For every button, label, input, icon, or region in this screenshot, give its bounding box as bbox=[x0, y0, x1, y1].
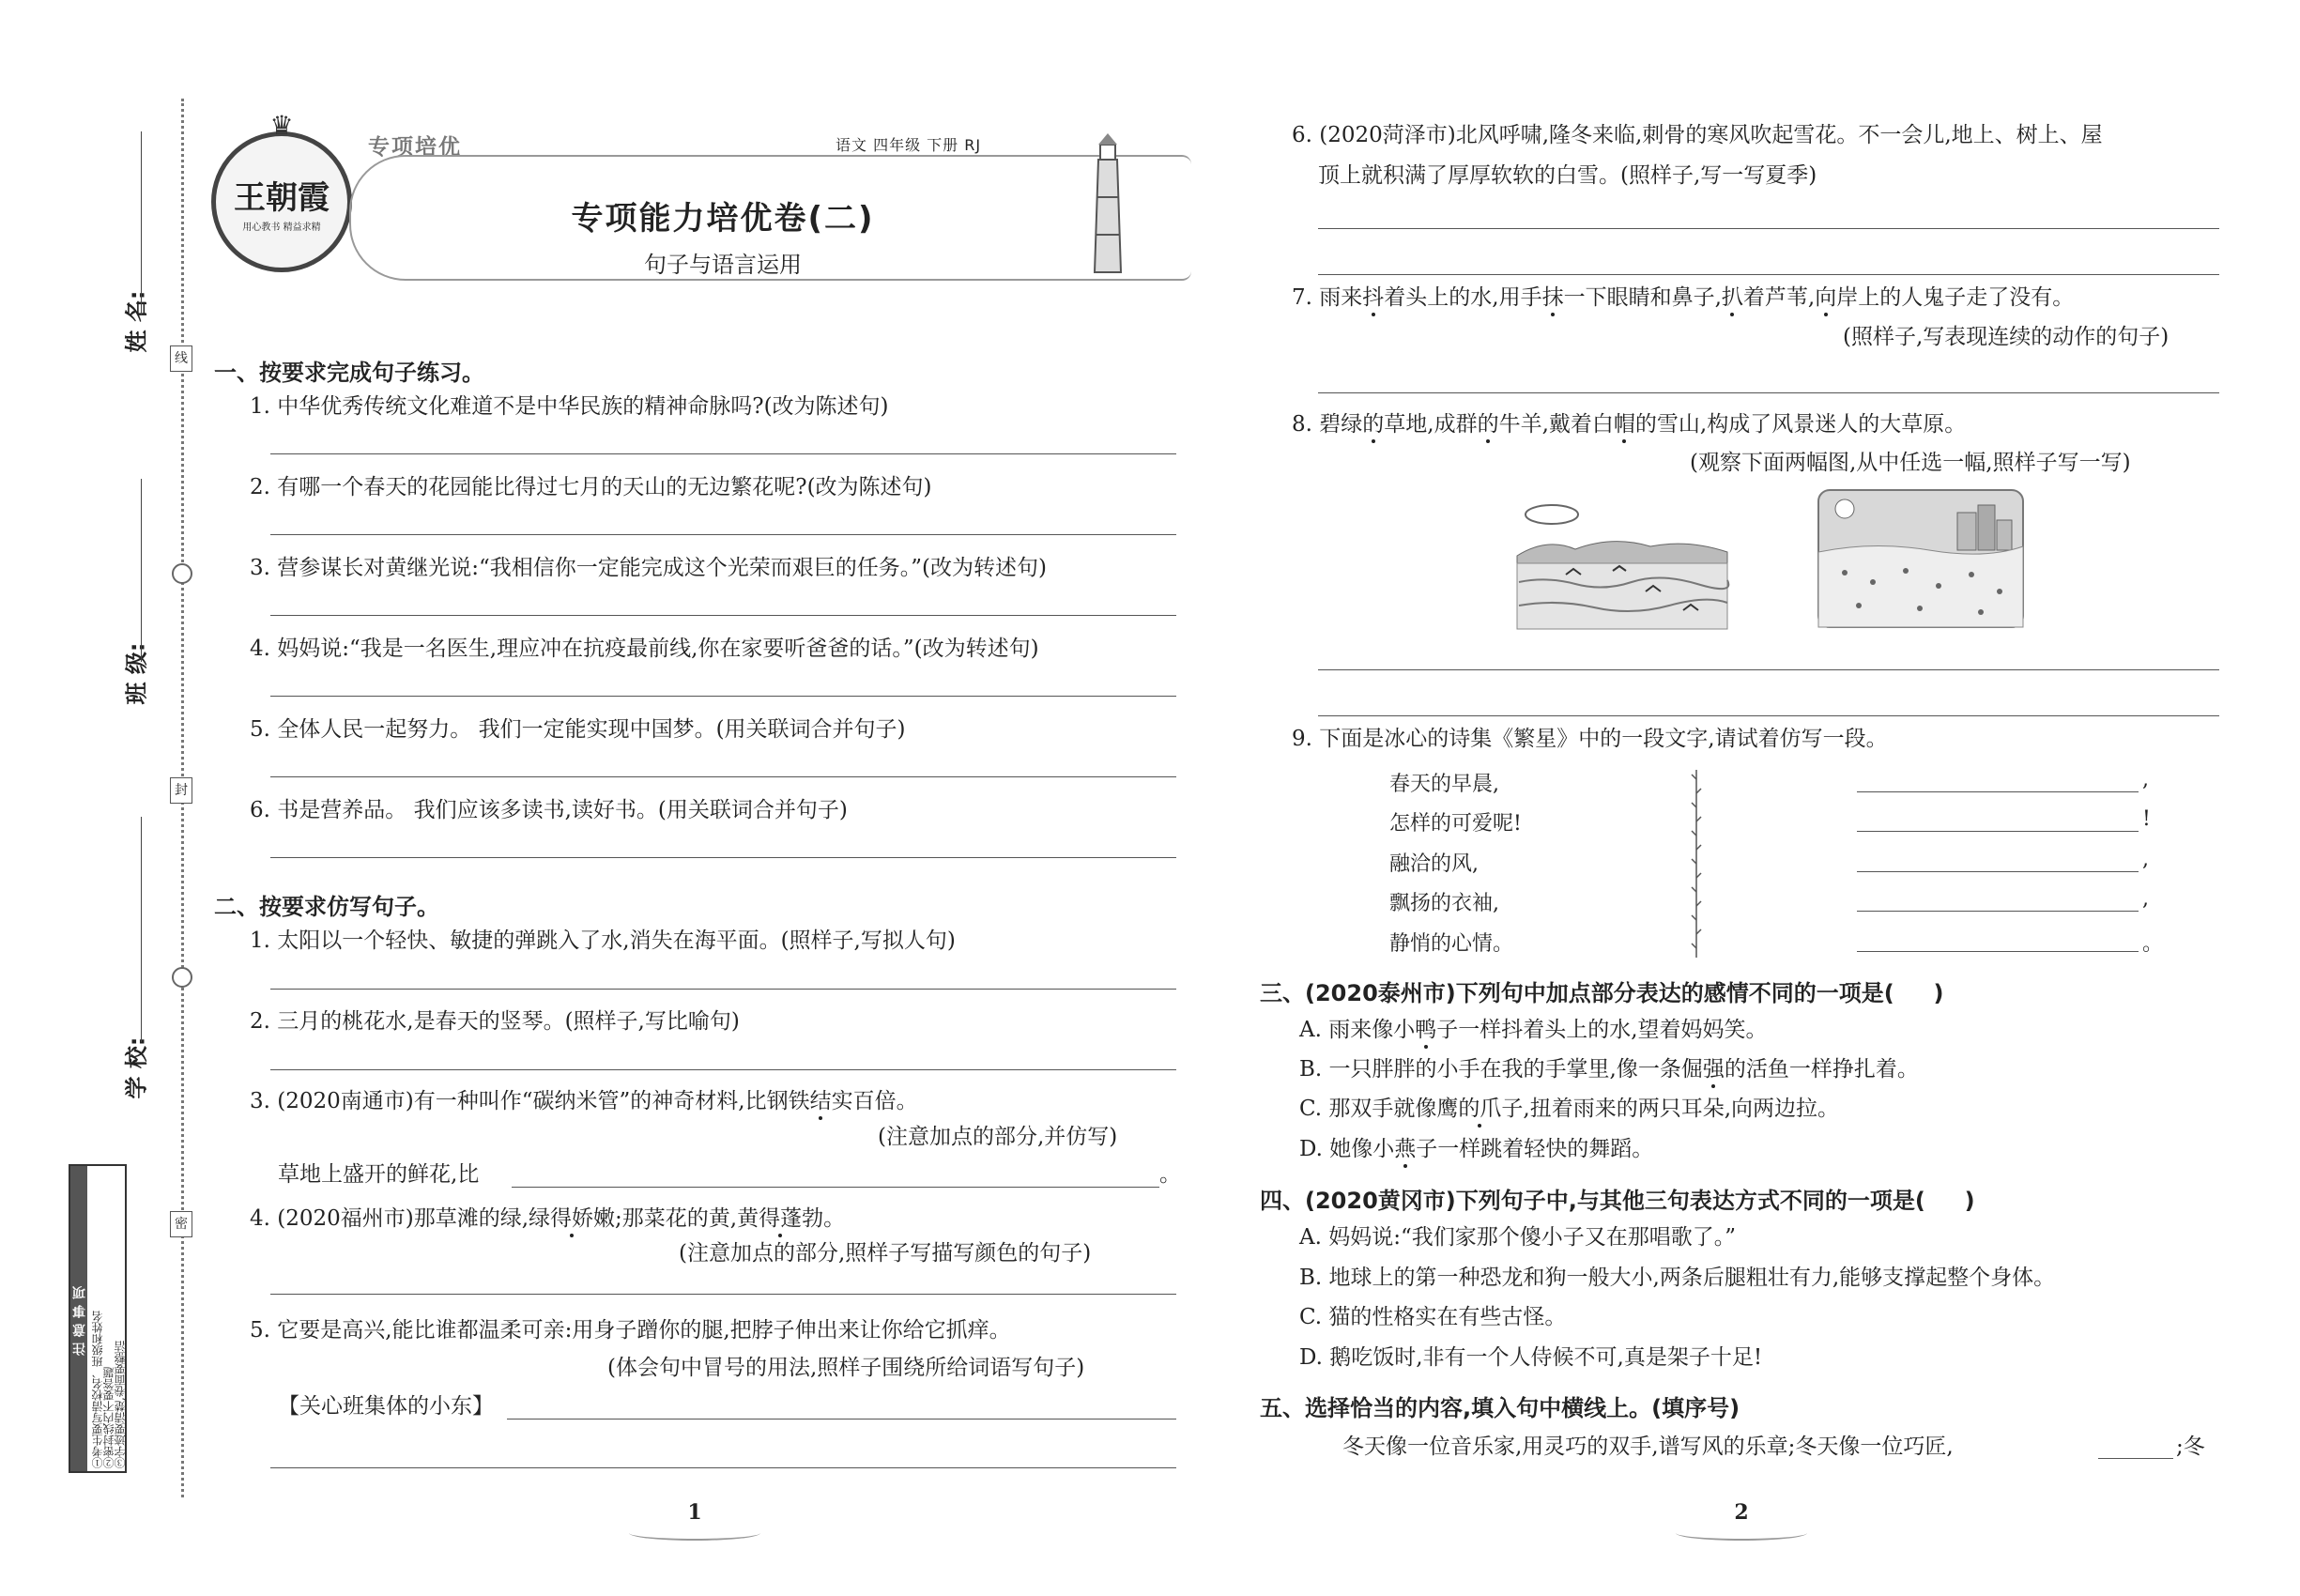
answer-line[interactable] bbox=[270, 534, 1176, 535]
s4-option-d[interactable]: D. 鹅吃饭时,非有一个人侍候不可,真是架子十足! bbox=[1299, 1345, 1763, 1370]
s2-q2: 2. 三月的桃花水,是春天的竖琴。(照样子,写比喻句) bbox=[250, 1009, 740, 1034]
dotted-word: 抖 bbox=[1362, 285, 1385, 310]
cut-mark-1: 线 bbox=[170, 345, 192, 372]
s1-q1: 1. 中华优秀传统文化难道不是中华民族的精神命脉吗?(改为陈述句) bbox=[250, 394, 889, 419]
q7: 7. 雨来抖着头上的水,用手抹一下眼睛和鼻子,扒着芦苇,向岸上的人鬼子走了没有。 bbox=[1292, 285, 2075, 310]
poem-answer-line-4[interactable] bbox=[1857, 911, 2139, 912]
answer-line[interactable] bbox=[507, 1419, 1176, 1420]
dotted-phrase: 黄得蓬勃 bbox=[737, 1206, 824, 1231]
s2-q5-hint: (体会句中冒号的用法,照样子围绕所给词语写句子) bbox=[607, 1356, 1085, 1380]
notice-3: ③字迹要清楚,卷面要整洁 bbox=[114, 1341, 127, 1468]
dotted-word: 向 bbox=[1815, 285, 1837, 310]
vine-divider bbox=[1690, 770, 1703, 958]
answer-line[interactable] bbox=[270, 857, 1176, 858]
ring-icon bbox=[172, 563, 192, 584]
answer-line[interactable] bbox=[270, 989, 1176, 990]
answer-line[interactable] bbox=[1318, 228, 2219, 229]
s2-q3-fill: 草地上盛开的鲜花,比 bbox=[278, 1162, 480, 1187]
seascape-picture[interactable] bbox=[1510, 498, 1727, 629]
dotted-phrase: 小鸭子 bbox=[1393, 1018, 1459, 1042]
lighthouse-icon bbox=[1089, 131, 1127, 272]
s5-text-b: ;冬 bbox=[2176, 1435, 2205, 1459]
poem-line-3: 融洽的风, bbox=[1389, 852, 1479, 876]
poem-end-4: , bbox=[2142, 887, 2149, 911]
brand-name: 王朝霞 bbox=[234, 179, 330, 217]
crown-icon: ♛ bbox=[269, 110, 294, 141]
dotted-phrase: 戴着白帽的雪山 bbox=[1548, 412, 1700, 437]
name-label: 姓 名: bbox=[123, 290, 150, 353]
s1-q6: 6. 书是营养品。 我们应该多读书,读好书。(用关联词合并句子) bbox=[250, 798, 848, 822]
s3-option-a[interactable]: A. 雨来像小鸭子一样抖着头上的水,望着妈妈笑。 bbox=[1299, 1018, 1768, 1042]
q8: 8. 碧绿的草地,成群的牛羊,戴着白帽的雪山,构成了风景迷人的大草原。 bbox=[1292, 412, 1967, 437]
notice-box bbox=[69, 1164, 127, 1473]
answer-line[interactable] bbox=[270, 1069, 1176, 1070]
s2-q4: 4. (2020福州市)那草滩的绿,绿得娇嫩;那菜花的黄,黄得蓬勃。 bbox=[250, 1206, 846, 1231]
s2-q3-fill-end: 。 bbox=[1159, 1162, 1181, 1187]
ring-icon bbox=[172, 967, 192, 988]
notice-2: ②密封线内不要答题 bbox=[102, 1367, 115, 1468]
page-subtitle: 句子与语言运用 bbox=[644, 252, 802, 278]
poem-line-2: 怎样的可爱呢! bbox=[1389, 812, 1522, 836]
s1-q2: 2. 有哪一个春天的花园能比得过七月的天山的无边繁花呢?(改为陈述句) bbox=[250, 475, 932, 499]
dotted-phrase: 成群的牛羊 bbox=[1434, 412, 1542, 437]
answer-line[interactable] bbox=[1318, 392, 2219, 393]
notice-title: 注意事项 bbox=[70, 1166, 87, 1471]
notice-1: ①考生要写清校名、班级和姓名 bbox=[91, 1311, 104, 1468]
section-2-title: 二、按要求仿写句子。 bbox=[214, 894, 439, 920]
s1-q3: 3. 营参谋长对黄继光说:“我相信你一定能完成这个光荣而艰巨的任务。”(改为转述句) bbox=[250, 556, 1047, 580]
s3-option-d[interactable]: D. 她像小燕子一样跳着轻快的舞蹈。 bbox=[1299, 1137, 1654, 1161]
page-number-2: 2 bbox=[1734, 1500, 1749, 1525]
name-field[interactable] bbox=[141, 131, 142, 315]
q9: 9. 下面是冰心的诗集《繁星》中的一段文字,请试着仿写一段。 bbox=[1292, 727, 1888, 751]
class-field[interactable] bbox=[141, 479, 142, 662]
section-3-title: 三、(2020泰州市)下列句中加点部分表达的感情不同的一项是( ) bbox=[1260, 980, 1944, 1006]
poem-line-4: 飘扬的衣袖, bbox=[1389, 892, 1499, 915]
poem-answer-line-2[interactable] bbox=[1857, 831, 2139, 832]
section-4-title: 四、(2020黄冈市)下列句子中,与其他三句表达方式不同的一项是( ) bbox=[1260, 1188, 1975, 1214]
section-5-title: 五、选择恰当的内容,填入句中横线上。(填序号) bbox=[1260, 1395, 1740, 1421]
s2-q4-hint: (注意加点的部分,照样子写描写颜色的句子) bbox=[679, 1241, 1092, 1266]
s2-q5: 5. 它要是高兴,能比谁都温柔可亲:用身子蹭你的腿,把脖子伸出来让你给它抓痒。 bbox=[250, 1318, 1011, 1343]
s1-q5: 5. 全体人民一起努力。 我们一定能实现中国梦。(用关联词合并句子) bbox=[250, 717, 906, 742]
s2-q3-hint: (注意加点的部分,并仿写) bbox=[878, 1125, 1118, 1149]
poem-end-2: ! bbox=[2142, 807, 2151, 831]
q6-line1: 6. (2020菏泽市)北风呼啸,隆冬来临,刺骨的寒风吹起雪花。不一会儿,地上、树上、屋 bbox=[1292, 123, 2103, 147]
answer-line[interactable] bbox=[270, 453, 1176, 454]
s3-option-c[interactable]: C. 那双手就像鹰的爪子,扭着雨来的两只耳朵,向两边拉。 bbox=[1299, 1097, 1840, 1121]
q8-hint: (观察下面两幅图,从中任选一幅,照样子写一写) bbox=[1690, 451, 2131, 475]
dotted-word: 扒 bbox=[1721, 285, 1743, 310]
q6-line2: 顶上就积满了厚厚软软的白雪。(照样子,写一写夏季) bbox=[1318, 163, 1817, 188]
answer-line[interactable] bbox=[270, 776, 1176, 777]
poem-line-5: 静悄的心情。 bbox=[1389, 932, 1514, 956]
cut-mark-2: 封 bbox=[170, 777, 192, 804]
page-title: 专项能力培优卷(二) bbox=[571, 200, 875, 238]
dotted-phrase: 一条倔强的活鱼 bbox=[1637, 1057, 1789, 1082]
page-ornament bbox=[1676, 1526, 1807, 1541]
s2-q5-fill: 【关心班集体的小东】 bbox=[278, 1394, 494, 1419]
s1-q4: 4. 妈妈说:“我是一名医生,理应冲在抗疫最前线,你在家要听爸爸的话。”(改为转述句) bbox=[250, 637, 1039, 661]
book-meta: 语文 四年级 下册 RJ bbox=[836, 136, 982, 154]
section-1-title: 一、按要求完成句子练习。 bbox=[214, 360, 484, 386]
school-label: 学 校: bbox=[123, 1036, 150, 1099]
s4-option-c[interactable]: C. 猫的性格实在有些古怪。 bbox=[1299, 1305, 1567, 1329]
s2-q3: 3. (2020南通市)有一种叫作“碳纳米管”的神奇材料,比钢铁结实百倍。 bbox=[250, 1089, 918, 1113]
answer-line[interactable] bbox=[512, 1187, 1159, 1188]
answer-line[interactable] bbox=[1318, 669, 2219, 670]
answer-line[interactable] bbox=[270, 696, 1176, 697]
s4-option-a[interactable]: A. 妈妈说:“我们家那个傻小子又在那唱歌了。” bbox=[1299, 1225, 1736, 1250]
cut-mark-3: 密 bbox=[170, 1211, 192, 1237]
dotted-phrase: 碧绿的草地 bbox=[1319, 412, 1428, 437]
dotted-phrase: 鹰的爪子 bbox=[1436, 1097, 1524, 1121]
poem-end-1: , bbox=[2142, 768, 2149, 791]
poem-answer-line-5[interactable] bbox=[1857, 951, 2139, 952]
brand-slogan: 用心教书 精益求精 bbox=[242, 223, 321, 233]
s5-text-a: 冬天像一位音乐家,用灵巧的双手,谱写风的乐章;冬天像一位巧匠, bbox=[1342, 1435, 1954, 1459]
answer-line[interactable] bbox=[1318, 715, 2219, 716]
answer-line[interactable] bbox=[270, 615, 1176, 616]
dotted-phrase: 小燕子 bbox=[1372, 1137, 1438, 1161]
page-ornament bbox=[629, 1526, 760, 1541]
s4-option-b[interactable]: B. 地球上的第一种恐龙和狗一般大小,两条后腿粗壮有力,能够支撑起整个身体。 bbox=[1299, 1266, 2056, 1290]
s3-option-b[interactable]: B. 一只胖胖的小手在我的手掌里,像一条倔强的活鱼一样挣扎着。 bbox=[1299, 1057, 1919, 1082]
page-number-1: 1 bbox=[687, 1500, 702, 1525]
category-label: 专项培优 bbox=[368, 135, 462, 160]
class-label: 班 级: bbox=[123, 642, 150, 705]
school-field[interactable] bbox=[141, 817, 142, 1042]
dotted-phrase: 比钢铁结实百倍 bbox=[744, 1089, 897, 1113]
brand-logo bbox=[211, 110, 352, 272]
q7-hint: (照样子,写表现连续的动作的句子) bbox=[1843, 325, 2170, 349]
poem-end-3: , bbox=[2142, 848, 2149, 871]
poem-answer-line-1[interactable] bbox=[1857, 791, 2139, 792]
poem-line-1: 春天的早晨, bbox=[1389, 773, 1499, 796]
answer-line[interactable] bbox=[1318, 274, 2219, 275]
poem-answer-line-3[interactable] bbox=[1857, 871, 2139, 872]
dotted-phrase: 绿得娇嫩 bbox=[529, 1206, 616, 1231]
answer-line[interactable] bbox=[2098, 1458, 2173, 1459]
s2-q1: 1. 太阳以一个轻快、敏捷的弹跳入了水,消失在海平面。(照样子,写拟人句) bbox=[250, 928, 956, 953]
answer-line[interactable] bbox=[270, 1467, 1176, 1468]
poem-end-5: 。 bbox=[2142, 932, 2164, 956]
night-field-picture[interactable] bbox=[1817, 488, 2025, 629]
dotted-word: 抹 bbox=[1541, 285, 1564, 310]
answer-line[interactable] bbox=[270, 1294, 1176, 1295]
